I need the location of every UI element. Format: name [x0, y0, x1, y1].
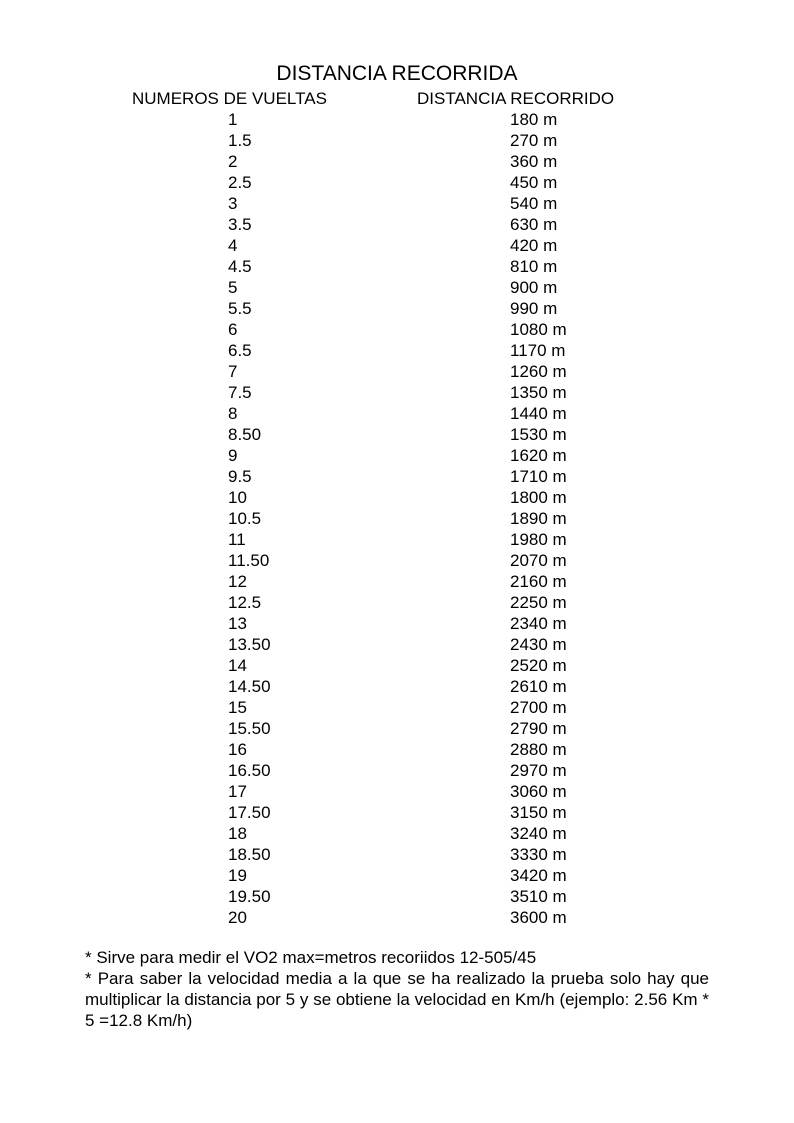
- distance-cell: 1800 m: [510, 488, 567, 507]
- table-row: [0, 760, 794, 781]
- laps-cell: 1: [228, 110, 238, 129]
- laps-cell: 18: [228, 824, 247, 843]
- distance-cell: 420 m: [510, 236, 558, 255]
- table-row: [0, 781, 794, 802]
- distance-cell: 1890 m: [510, 509, 567, 528]
- laps-cell: 6: [228, 320, 238, 339]
- table-row: [0, 361, 794, 382]
- laps-cell: 5: [228, 278, 238, 297]
- table-row: [0, 151, 794, 172]
- laps-cell: 16.50: [228, 761, 271, 780]
- distance-cell: 2610 m: [510, 677, 567, 696]
- laps-cell: 1.5: [228, 131, 252, 150]
- laps-cell: 3.5: [228, 215, 252, 234]
- laps-cell: 4: [228, 236, 238, 255]
- laps-cell: 16: [228, 740, 247, 759]
- distance-cell: 1980 m: [510, 530, 567, 549]
- distance-cell: 1170 m: [510, 341, 566, 360]
- laps-cell: 17: [228, 782, 247, 801]
- table-row: [0, 256, 794, 277]
- table-row: [0, 697, 794, 718]
- laps-cell: 20: [228, 908, 247, 927]
- distance-cell: 3060 m: [510, 782, 567, 801]
- laps-cell: 13.50: [228, 635, 271, 654]
- table-row: [0, 886, 794, 907]
- laps-cell: 5.5: [228, 299, 252, 318]
- table-row: [0, 277, 794, 298]
- table-row: [0, 571, 794, 592]
- laps-cell: 2: [228, 152, 238, 171]
- laps-cell: 6.5: [228, 341, 252, 360]
- notes-section: [85, 947, 709, 1031]
- table-row: [0, 529, 794, 550]
- distance-cell: 1530 m: [510, 425, 567, 444]
- distance-cell: 3330 m: [510, 845, 567, 864]
- laps-cell: 18.50: [228, 845, 271, 864]
- table-row: [0, 613, 794, 634]
- table-row: [0, 844, 794, 865]
- table-row: [0, 445, 794, 466]
- table-row: [0, 508, 794, 529]
- distance-cell: 2160 m: [510, 572, 567, 591]
- distance-cell: 990 m: [510, 299, 558, 318]
- laps-cell: 11: [228, 530, 246, 549]
- laps-cell: 7.5: [228, 383, 252, 402]
- distance-cell: 1080 m: [510, 320, 567, 339]
- distance-cell: 1620 m: [510, 446, 567, 465]
- distance-cell: 810 m: [510, 257, 558, 276]
- laps-cell: 13: [228, 614, 247, 633]
- laps-cell: 4.5: [228, 257, 252, 276]
- laps-cell: 9.5: [228, 467, 252, 486]
- distance-cell: 630 m: [510, 215, 558, 234]
- distance-cell: 2520 m: [510, 656, 567, 675]
- table-row: [0, 319, 794, 340]
- table-row: [0, 214, 794, 235]
- table-row: [0, 235, 794, 256]
- distance-cell: 2880 m: [510, 740, 567, 759]
- laps-cell: 10: [228, 488, 247, 507]
- laps-cell: 14.50: [228, 677, 271, 696]
- laps-cell: 17.50: [228, 803, 271, 822]
- distance-cell: 3600 m: [510, 908, 567, 927]
- laps-cell: 10.5: [228, 509, 262, 528]
- table-row: [0, 676, 794, 697]
- laps-cell: 15: [228, 698, 247, 717]
- distance-cell: 900 m: [510, 278, 558, 297]
- laps-cell: 14: [228, 656, 247, 675]
- laps-column-header: NUMEROS DE VUELTAS: [132, 89, 327, 108]
- table-row: [0, 592, 794, 613]
- distance-cell: 1710 m: [510, 467, 567, 486]
- distance-cell: 2700 m: [510, 698, 567, 717]
- distance-cell: 540 m: [510, 194, 558, 213]
- laps-cell: 11.50: [228, 551, 270, 570]
- laps-cell: 12.5: [228, 593, 262, 612]
- laps-cell: 8: [228, 404, 238, 423]
- table-row: [0, 403, 794, 424]
- distance-cell: 3420 m: [510, 866, 567, 885]
- laps-cell: 12: [228, 572, 247, 591]
- table-row: [0, 382, 794, 403]
- distance-cell: 1440 m: [510, 404, 567, 423]
- laps-cell: 7: [228, 362, 238, 381]
- laps-cell: 3: [228, 194, 238, 213]
- distance-cell: 2430 m: [510, 635, 567, 654]
- laps-cell: 8.50: [228, 425, 262, 444]
- laps-cell: 19.50: [228, 887, 271, 906]
- table-row: [0, 424, 794, 445]
- distance-cell: 1350 m: [510, 383, 567, 402]
- table-row: [0, 634, 794, 655]
- distance-cell: 3240 m: [510, 824, 567, 843]
- table-row: [0, 823, 794, 844]
- distance-cell: 450 m: [510, 173, 558, 192]
- distance-cell: 2250 m: [510, 593, 567, 612]
- table-row: [0, 655, 794, 676]
- distance-cell: 2340 m: [510, 614, 567, 633]
- table-row: [0, 865, 794, 886]
- note-vo2: * Sirve para medir el VO2 max=metros recoriidos 12-505/45: [85, 948, 537, 967]
- table-row: [0, 130, 794, 151]
- distance-cell: 360 m: [510, 152, 558, 171]
- table-row: [0, 739, 794, 760]
- laps-cell: 15.50: [228, 719, 271, 738]
- distance-cell: 3510 m: [510, 887, 567, 906]
- distance-cell: 1260 m: [510, 362, 567, 381]
- distance-cell: 2790 m: [510, 719, 567, 738]
- page-title: DISTANCIA RECORRIDA: [276, 62, 518, 85]
- distance-table: [0, 109, 794, 928]
- distance-cell: 2070 m: [510, 551, 567, 570]
- table-row: [0, 466, 794, 487]
- table-row: [0, 109, 794, 130]
- table-row: [0, 550, 794, 571]
- laps-cell: 19: [228, 866, 247, 885]
- laps-cell: 2.5: [228, 173, 252, 192]
- distance-cell: 3150 m: [510, 803, 567, 822]
- table-row: [0, 340, 794, 361]
- note-speed: * Para saber la velocidad media a la que se ha realizado la prueba solo hay que multiplicar la distancia por 5 y se obtiene la velocidad en Km/h (ejemplo: 2.56 Km * 5 =12.8 Km/h): [85, 969, 709, 1030]
- laps-cell: 9: [228, 446, 238, 465]
- distance-cell: 180 m: [510, 110, 558, 129]
- table-row: [0, 487, 794, 508]
- table-row: [0, 718, 794, 739]
- distance-column-header: DISTANCIA RECORRIDO: [417, 89, 615, 108]
- table-row: [0, 298, 794, 319]
- distance-cell: 270 m: [510, 131, 558, 150]
- table-row: [0, 907, 794, 928]
- table-row: [0, 172, 794, 193]
- distance-cell: 2970 m: [510, 761, 567, 780]
- table-row: [0, 802, 794, 823]
- table-row: [0, 193, 794, 214]
